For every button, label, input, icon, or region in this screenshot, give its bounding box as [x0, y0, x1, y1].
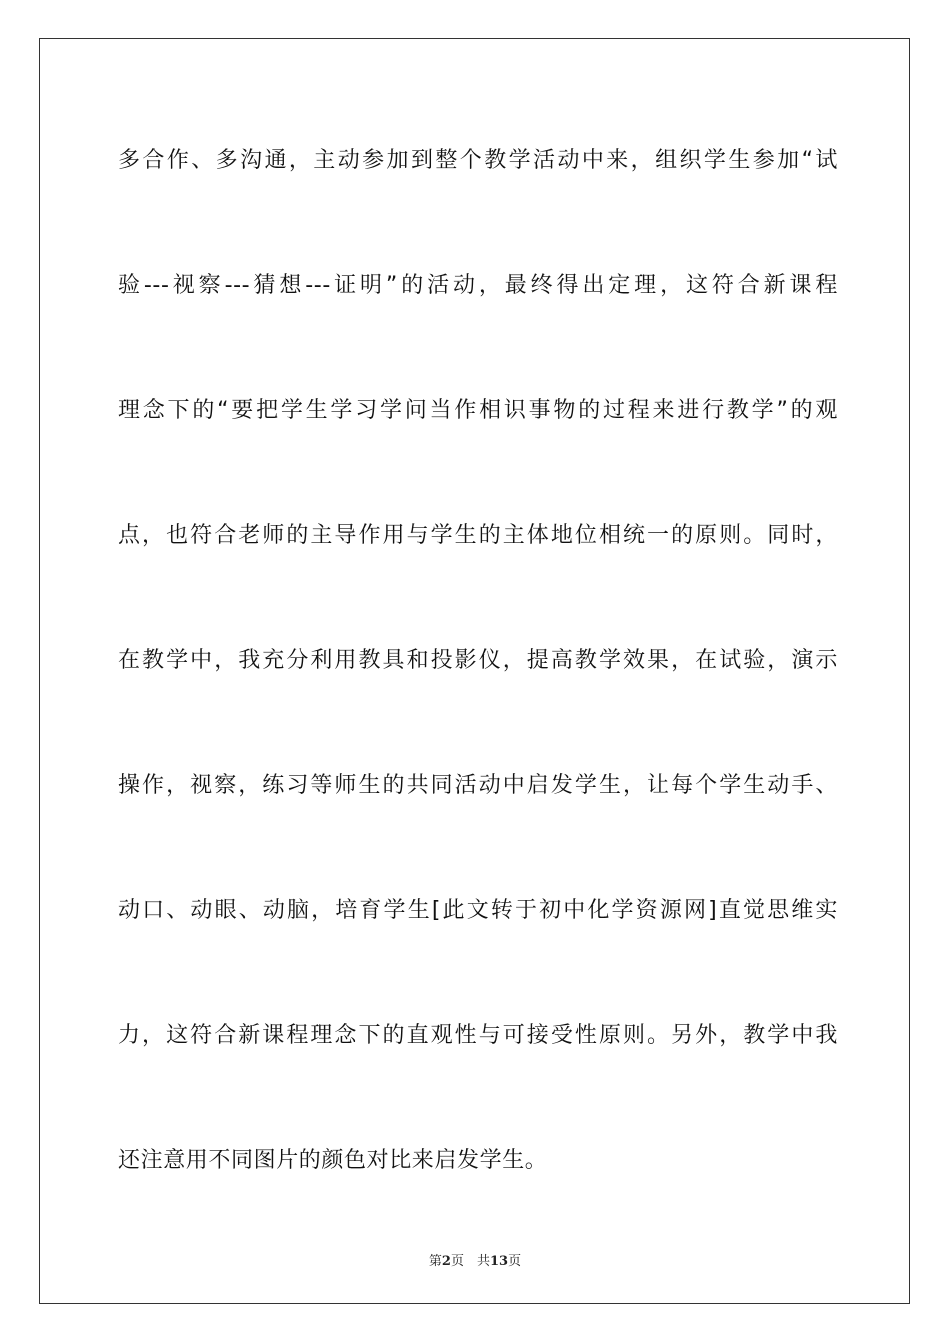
document-body	[118, 150, 838, 1275]
page-current: 2	[441, 1254, 451, 1269]
page-prefix: 第	[428, 1254, 442, 1269]
page-total: 13	[489, 1254, 509, 1269]
text-line: 在教学中，我充分利用教具和投影仪，提高教学效果，在试验，演示	[118, 648, 838, 673]
page-mid: 页 共	[450, 1254, 490, 1269]
text-line: 多合作、多沟通，主动参加到整个教学活动中来，组织学生参加“试	[118, 148, 838, 173]
text-line: 点，也符合老师的主导作用与学生的主体地位相统一的原则。同时，	[118, 523, 838, 548]
page-footer	[0, 1250, 950, 1269]
text-line: 动口、动眼、动脑，培育学生[此文转于初中化学资源网]直觉思维实	[118, 898, 838, 923]
text-line: 验---视察---猜想---证明”的活动，最终得出定理，这符合新课程	[118, 273, 838, 298]
text-line: 理念下的“要把学生学习学问当作相识事物的过程来进行教学”的观	[118, 398, 838, 423]
text-line-last: 还注意用不同图片的颜色对比来启发学生。	[118, 1148, 548, 1173]
text-line: 操作，视察，练习等师生的共同活动中启发学生，让每个学生动手、	[118, 773, 838, 798]
page-suffix: 页	[508, 1254, 522, 1269]
text-line: 力，这符合新课程理念下的直观性与可接受性原则。另外，教学中我	[118, 1023, 838, 1048]
